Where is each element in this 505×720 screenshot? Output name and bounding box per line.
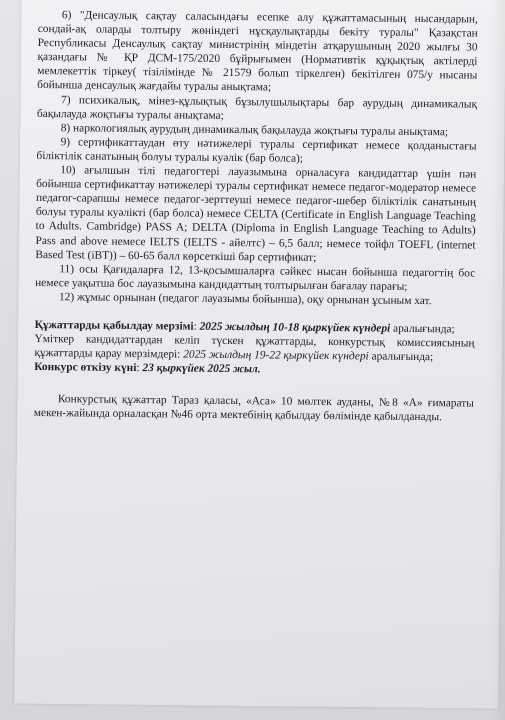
review-text: Үміткер кандидаттардан келіп түскен құжаттарды, конкурстық комиссиясының құжаттарды қарау мерзімдері: <box>34 333 475 361</box>
contest-label: Конкурс өткізу күні <box>34 361 137 375</box>
list-item-8: 8) наркологиялық аурудың динамикалық бақылауда жоқтығы туралы анықтама; <box>60 121 449 139</box>
document-body <box>34 8 478 425</box>
review-suffix: аралығында; <box>368 350 434 364</box>
list-item-9: 9) сертификаттаудан өту нәтижелері туралы сертификат немесе қолданыстағы біліктілік санатының болуы туралы куәлік (бар болса); <box>36 136 477 165</box>
contest-colon: : <box>136 362 143 375</box>
list-item-7: 7) психикалық, мінез-құлықтық бұзылушылықтары бар аурудың динамикалық бақылауда жоқтығы туралы анықтама; <box>36 93 478 122</box>
deadline-dates: 2025 жылдың 10-18 қыркүйек күндері <box>199 320 391 335</box>
review-line <box>34 332 474 365</box>
list-item-11: 11) осы Қағидаларға 12, 13-қосымшаларға сәйкес нысан бойынша педагогтің бос немесе уақытша бос лауазымына кандидаттың толтырылған бағалау парағы; <box>35 262 476 293</box>
address-paragraph: Конкурстық құжаттар Тараз қаласы, «Аса» 10 мөлтек ауданы, №8 «А» ғимараты мекен-жайында орналасқан №46 орта мектебінің қабылдау бөлімінде қабылданады. <box>33 393 474 424</box>
list-item-6: 6) "Денсаулық сақтау саласындағы есепке алу құжаттамасының нысандарын, сондай-ақ оларды толтыру жөніндегі нұсқаулықтарды бекіту туралы" Қазақстан Республикасы Денсаулық сақтау министрінің міндетін атқарушының 2020 жылғы 30 қазандағы № ҚР ДСМ-175/2020 бұйрығымен (Нормативтік құқықтық актілерді мемлекеттік тіркеу( тізілімінде № 21579 болып тіркелген) бекітілген 075/у нысаны бойынша денсаулық жағдайы туралы анықтама; <box>37 9 478 94</box>
deadline-suffix: аралығында; <box>390 322 455 336</box>
review-dates: 2025 жылдың 19-22 қыркүйек күндері <box>183 348 369 363</box>
contest-date: 23 қыркүйек 2025 жыл. <box>142 362 261 376</box>
sheet-edge-shadow <box>491 0 505 720</box>
list-item-10: 10) ағылшын тілі педагогтері лауазымына орналасуға кандидаттар үшін пән бойынша сертификаттау нәтижелері туралы сертификат немесе педагог-модератор немесе педагог-сарапшы немесе педагог-зерттеуші немесе педагог-шебер біліктілік санатының болуы туралы куәлікті (бар болса) немесе CELTA (Certificate in English Language Teaching to Adults. Cambridge) PASS A; DELTA (Diploma in English Language Teaching to Adults) Pass and above немесе IELTS (IELTS - айелтс) – 6,5 балл; немесе тойфл TOEFL (internet Based Test (iBT)) – 60-65 балл көрсеткіші бар сертификат; <box>35 164 477 264</box>
deadline-label: Құжаттарды қабылдау мерзімі <box>34 318 194 333</box>
list-item-12: 12) жұмыс орнынан (педагог лауазымы бойынша), оқу орнынан ұсыным хат. <box>58 291 432 308</box>
deadline-colon: : <box>193 320 200 333</box>
